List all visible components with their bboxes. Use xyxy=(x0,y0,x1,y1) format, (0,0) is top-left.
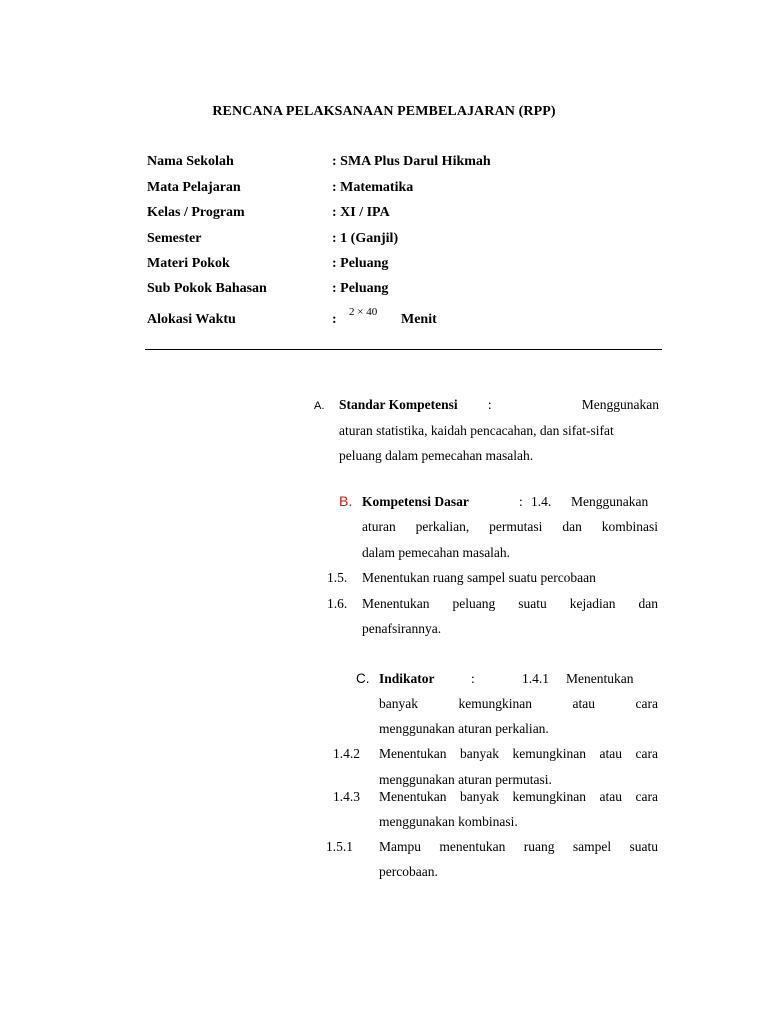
section-b-item-text-2: Menentukan peluang suatu kejadian dan xyxy=(362,596,658,611)
identity-label-school: Nama Sekolah xyxy=(147,154,234,169)
section-c-line-2: menggunakan aturan perkalian. xyxy=(379,721,549,736)
section-a-first-line xyxy=(339,397,659,413)
identity-label-topic: Materi Pokok xyxy=(147,256,230,271)
section-b-item-num-1: 1.5. xyxy=(327,570,348,585)
header-divider xyxy=(145,349,662,350)
identity-label-class: Kelas / Program xyxy=(147,205,245,220)
section-c-item-text-1b: menggunakan aturan permutasi. xyxy=(379,772,552,787)
section-b-heading: Kompetensi Dasar xyxy=(362,494,469,509)
section-b-first-num: 1.4. xyxy=(531,494,552,509)
section-b-first-word: Menggunakan xyxy=(571,494,649,509)
section-c-item-text-1: Menentukan banyak kemungkinan atau cara xyxy=(379,746,658,761)
section-b-item-text-2b: penafsirannya. xyxy=(362,621,442,636)
identity-value-topic: : Peluang xyxy=(332,256,389,271)
section-c-item-num-2: 1.4.3 xyxy=(333,789,360,804)
identity-value-semester: : 1 (Ganjil) xyxy=(332,231,399,246)
section-c-item-text-3b: percobaan. xyxy=(379,864,438,879)
section-c-marker: C. xyxy=(356,671,370,686)
section-c-item-text-3: Mampu menentukan ruang sampel suatu xyxy=(379,839,658,854)
section-b-marker: B. xyxy=(339,493,353,509)
section-c-heading: Indikator xyxy=(379,671,435,686)
identity-value-subject: : Matematika xyxy=(332,180,414,195)
identity-value-time-colon: : xyxy=(332,312,337,327)
identity-value-school: : SMA Plus Darul Hikmah xyxy=(332,154,491,169)
identity-value-time-unit: Menit xyxy=(401,312,437,327)
identity-label-subject: Mata Pelajaran xyxy=(147,180,241,195)
identity-label-subtopic: Sub Pokok Bahasan xyxy=(147,281,267,296)
identity-value-subtopic: : Peluang xyxy=(332,281,389,296)
section-a-first-word: Menggunakan xyxy=(581,397,659,412)
section-a-line-2: peluang dalam pemecahan masalah. xyxy=(339,448,534,463)
identity-label-time: Alokasi Waktu xyxy=(147,312,236,327)
section-b-item-text-1: Menentukan ruang sampel suatu percobaan xyxy=(362,570,596,585)
section-c-colon: : xyxy=(471,671,475,686)
section-b-item-num-2: 1.6. xyxy=(327,596,348,611)
section-a-marker: A. xyxy=(314,400,325,412)
time-allocation-formula: 2 × 40 xyxy=(349,306,378,318)
section-c-item-text-2b: menggunakan kombinasi. xyxy=(379,814,518,829)
section-c-first-num: 1.4.1 xyxy=(522,671,549,686)
section-a-heading: Standar Kompetensi xyxy=(339,397,458,412)
section-b-colon: : xyxy=(519,494,523,509)
section-b-line-2: dalam pemecahan masalah. xyxy=(362,545,511,560)
section-b-line-1: aturan perkalian, permutasi dan kombinasi xyxy=(362,519,658,534)
section-c-item-num-1: 1.4.2 xyxy=(333,746,360,761)
section-a-line-1-text: aturan statistika, kaidah pencacahan, dan sifat-sifat xyxy=(339,423,614,438)
section-a-line-1 xyxy=(339,423,659,439)
identity-value-class: : XI / IPA xyxy=(332,205,390,220)
section-a-colon: : xyxy=(487,397,492,412)
section-c-item-num-3: 1.5.1 xyxy=(326,839,353,854)
section-c-item-text-2: Menentukan banyak kemungkinan atau cara xyxy=(379,789,658,804)
section-c-line-1: banyak kemungkinan atau cara xyxy=(379,696,658,711)
page-title: RENCANA PELAKSANAAN PEMBELAJARAN (RPP) xyxy=(212,104,556,119)
identity-label-semester: Semester xyxy=(147,231,202,246)
section-c-first-word: Menentukan xyxy=(566,671,634,686)
